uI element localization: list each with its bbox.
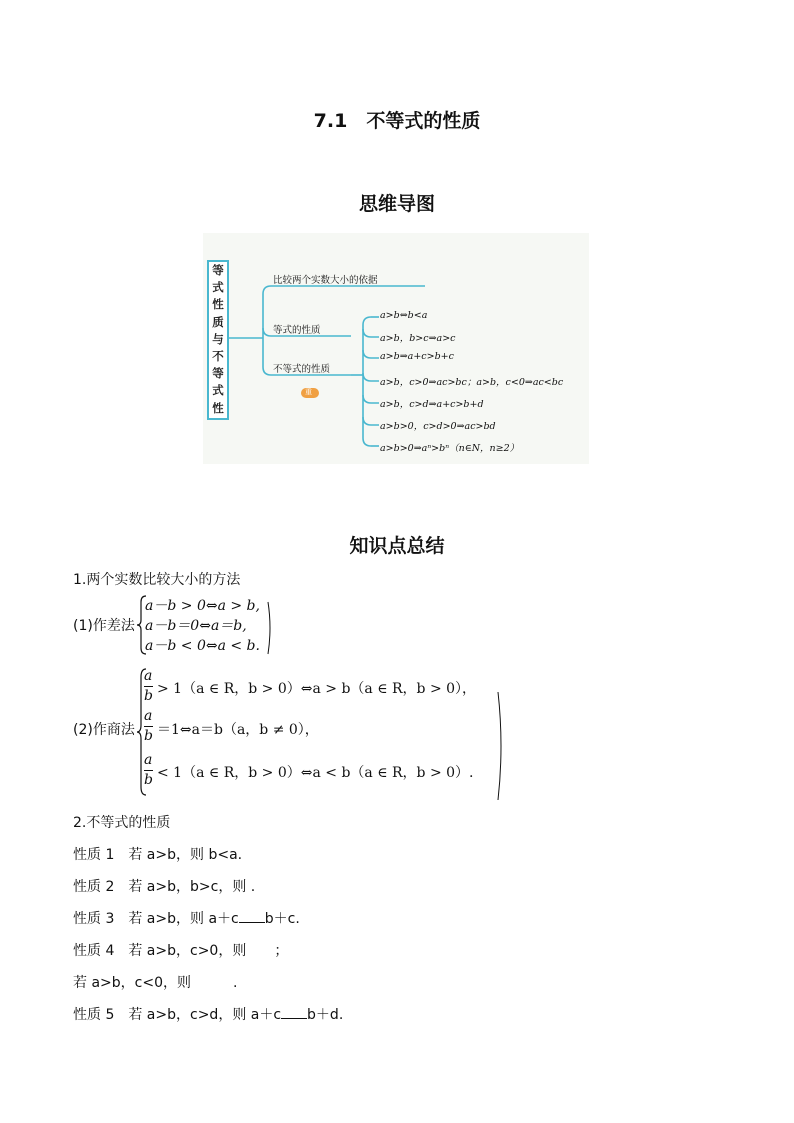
- fraction-bar: [144, 770, 153, 771]
- fraction-bar: [144, 686, 153, 687]
- mindmap-figure: [203, 233, 589, 464]
- leaf-7: a>b>0⇒aⁿ>bⁿ（n∈N，n≥2）: [380, 443, 520, 454]
- root-char: 与: [212, 331, 224, 346]
- badge-label: 重: [305, 388, 312, 396]
- leaf-1: a>b⇔b<a: [380, 310, 428, 321]
- property-5: [73, 1004, 343, 1024]
- page-title: 7.1 不等式的性质: [313, 110, 481, 132]
- quot-line-2: ＝1⇔a＝b（a，b ≠ 0），: [157, 722, 319, 738]
- branch-equality: 等式的性质: [273, 325, 321, 336]
- property-3-left: 性质 3 若 a>b，则 a＋c: [73, 911, 239, 927]
- fraction-denominator: b: [144, 728, 153, 744]
- diff-line-1: a－b > 0⇔a > b,: [145, 598, 260, 614]
- property-1: 性质 1 若 a>b，则 b<a.: [73, 847, 243, 863]
- leaf-6: a>b>0，c>d>0⇒ac>bd: [380, 421, 496, 432]
- fraction-numerator: a: [144, 668, 153, 684]
- diff-method-label: (1)作差法: [73, 618, 135, 634]
- knowledge-heading: 知识点总结: [349, 535, 445, 557]
- branch-compare: 比较两个实数大小的依据: [273, 275, 378, 286]
- section2-heading: 2.不等式的性质: [73, 815, 171, 831]
- mindmap-root: [207, 260, 229, 420]
- diff-line-2: a－b＝0⇔a＝b,: [145, 618, 247, 634]
- root-char: 式: [212, 383, 224, 398]
- fraction-numerator: a: [144, 708, 153, 724]
- fraction-denominator: b: [144, 772, 153, 788]
- root-char: 等: [212, 263, 224, 277]
- root-char: 式: [212, 280, 224, 295]
- right-bracket-mark: [265, 600, 275, 656]
- property-5-left: 性质 5 若 a>b，c>d，则 a＋c: [73, 1007, 282, 1023]
- leaf-4: a>b，c>0⇒ac>bc；a>b，c<0⇒ac<bc: [380, 377, 564, 388]
- quot-line-1: > 1（a ∈ R，b > 0）⇔a > b（a ∈ R，b > 0），: [157, 681, 477, 697]
- diff-line-3: a－b < 0⇔a < b.: [145, 638, 260, 654]
- property-2: 性质 2 若 a>b，b>c，则 .: [73, 879, 256, 895]
- fraction-numerator: a: [144, 752, 153, 768]
- root-char: 性: [212, 297, 224, 312]
- leaf-5: a>b，c>d⇒a+c>b+d: [380, 399, 484, 410]
- root-char: 性: [212, 400, 224, 415]
- answer-blank: [281, 1006, 307, 1019]
- quot-line-3: < 1（a ∈ R，b > 0）⇔a < b（a ∈ R，b > 0）.: [157, 765, 474, 781]
- root-char: 等: [212, 366, 224, 381]
- property-4-case-2: 若 a>b，c<0，则 .: [73, 975, 238, 991]
- answer-blank: [239, 910, 265, 923]
- property-4: 性质 4 若 a>b，c>0，则 ；: [73, 943, 289, 959]
- fraction-denominator: b: [144, 688, 153, 704]
- branch-inequality: 不等式的性质: [273, 364, 331, 375]
- mindmap-heading: 思维导图: [358, 193, 435, 215]
- leaf-2: a>b，b>c⇒a>c: [380, 333, 456, 344]
- property-3: [73, 908, 300, 928]
- quot-method-label: (2)作商法: [73, 722, 135, 738]
- property-5-right: b＋d.: [307, 1007, 344, 1023]
- leaf-3: a>b⇒a+c>b+c: [380, 351, 454, 362]
- property-3-right: b＋c.: [264, 911, 300, 927]
- root-char: 不: [212, 349, 224, 364]
- fraction-bar: [144, 726, 153, 727]
- right-bracket-mark: [495, 690, 507, 802]
- root-char: 质: [212, 314, 224, 329]
- section1-heading: 1.两个实数比较大小的方法: [73, 572, 241, 588]
